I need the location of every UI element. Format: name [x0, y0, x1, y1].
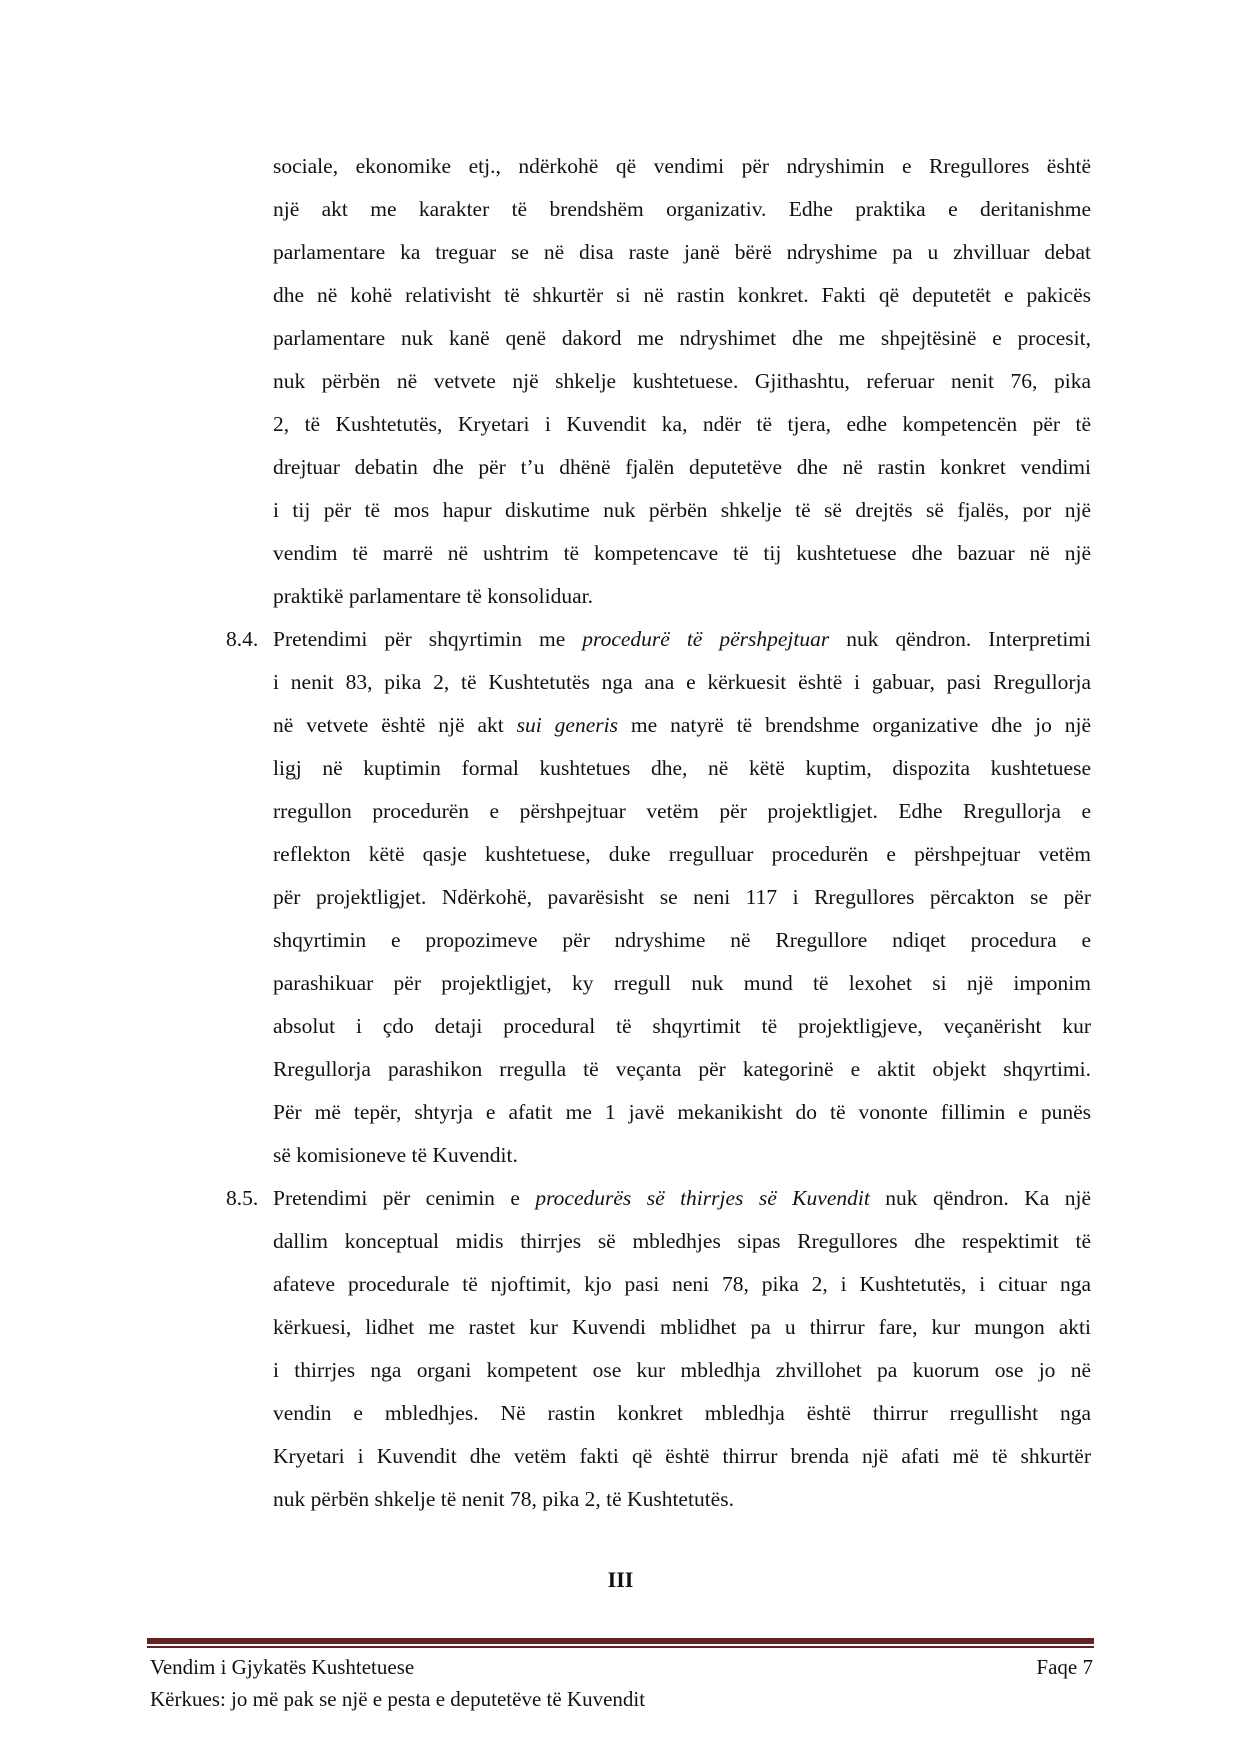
text-line: praktikë parlamentare të konsoliduar.	[273, 584, 593, 608]
text-line: parlamentare nuk kanë qenë dakord me ndryshimet dhe me shpejtësinë e procesit,	[273, 326, 1091, 350]
text-line: së komisioneve të Kuvendit.	[273, 1143, 518, 1167]
text-line: vendim të marrë në ushtrim të kompetencave të tij kushtetuese dhe bazuar në një	[273, 541, 1091, 565]
text-line: 2, të Kushtetutës, Kryetari i Kuvendit ka, ndër të tjera, edhe kompetencën për të	[273, 412, 1091, 436]
paragraph-number: 8.5.	[226, 1186, 259, 1210]
text-line: rregullon procedurën e përshpejtuar vetëm për projektligjet. Edhe Rregullorja e	[273, 799, 1091, 823]
text-line: reflekton këtë qasje kushtetuese, duke rregulluar procedurën e përshpejtuar vetëm	[273, 842, 1091, 866]
text-line: absolut i çdo detaji procedural të shqyrtimit të projektligjeve, veçanërisht kur	[273, 1014, 1091, 1038]
text-span: Pretendimi për cenimin e	[273, 1186, 536, 1210]
italic-term: procedurës së thirrjes së Kuvendit	[535, 1186, 870, 1210]
text-line: dallim konceptual midis thirrjes së mbledhjes sipas Rregullores dhe respektimit të	[273, 1229, 1091, 1253]
text-line: i tij për të mos hapur diskutime nuk përbën shkelje të së drejtës së fjalës, por një	[273, 498, 1091, 522]
text-line: ligj në kuptimin formal kushtetues dhe, në këtë kuptim, dispozita kushtetuese	[273, 756, 1091, 780]
text-line: për projektligjet. Ndërkohë, pavarësisht se neni 117 i Rregullores përcakton se për	[273, 885, 1091, 909]
text-line: sociale, ekonomike etj., ndërkohë që vendimi për ndryshimin e Rregullores është	[273, 154, 1091, 178]
footer-title: Vendim i Gjykatës Kushtetuese	[150, 1655, 415, 1679]
text-line: drejtuar debatin dhe për t’u dhënë fjalën deputetëve dhe në rastin konkret vendimi	[273, 455, 1091, 479]
text-span: nuk qëndron. Interpretimi	[829, 627, 1091, 651]
text-line: afateve procedurale të njoftimit, kjo pasi neni 78, pika 2, i Kushtetutës, i cituar nga	[273, 1272, 1091, 1296]
text-line: Kryetari i Kuvendit dhe vetëm fakti që është thirrur brenda një afati më të shkurtër	[273, 1444, 1091, 1468]
text-line: vendin e mbledhjes. Në rastin konkret mbledhja është thirrur rregullisht nga	[273, 1401, 1091, 1425]
text-line: Për më tepër, shtyrja e afatit me 1 javë mekanikisht do të vononte fillimin e punës	[273, 1100, 1091, 1124]
italic-term: sui generis	[516, 713, 618, 737]
text-line: i nenit 83, pika 2, të Kushtetutës nga ana e kërkuesit është i gabuar, pasi Rregullorja	[273, 670, 1091, 694]
footer-rule-thin	[147, 1646, 1094, 1648]
text-line	[273, 704, 1091, 747]
text-line: parashikuar për projektligjet, ky rregull nuk mund të lexohet si një imponim	[273, 971, 1091, 995]
text-line: parlamentare ka treguar se në disa raste janë bërë ndryshime pa u zhvilluar debat	[273, 240, 1091, 264]
text-span: në vetvete është një akt	[273, 713, 517, 737]
text-span: Pretendimi për shqyrtimin me	[273, 627, 583, 651]
text-line: shqyrtimin e propozimeve për ndryshime në Rregullore ndiqet procedura e	[273, 928, 1091, 952]
text-line	[273, 618, 1091, 661]
text-line: Rregullorja parashikon rregulla të veçanta për kategorinë e aktit objekt shqyrtimi.	[273, 1057, 1091, 1081]
text-line: një akt me karakter të brendshëm organizativ. Edhe praktika e deritanishme	[273, 197, 1091, 221]
text-line: dhe në kohë relativisht të shkurtër si në rastin konkret. Fakti që deputetët e pakicës	[273, 283, 1091, 307]
text-span: me natyrë të brendshme organizative dhe jo një	[617, 713, 1092, 737]
text-span: nuk qëndron. Ka një	[869, 1186, 1091, 1210]
text-line: kërkuesi, lidhet me rastet kur Kuvendi mblidhet pa u thirrur fare, kur mungon akti	[273, 1315, 1091, 1339]
text-line: nuk përbën në vetvete një shkelje kushtetuese. Gjithashtu, referuar nenit 76, pika	[273, 369, 1091, 393]
text-line: nuk përbën shkelje të nenit 78, pika 2, të Kushtetutës.	[273, 1487, 734, 1511]
text-line	[273, 1177, 1091, 1220]
text-line: i thirrjes nga organi kompetent ose kur mbledhja zhvillohet pa kuorum ose jo në	[273, 1358, 1091, 1382]
section-heading: III	[607, 1567, 634, 1592]
footer-rule-thick	[147, 1638, 1094, 1644]
page-number: Faqe 7	[1036, 1655, 1093, 1679]
footer-subtitle: Kërkues: jo më pak se një e pesta e deputetëve të Kuvendit	[150, 1687, 646, 1711]
italic-term: procedurë të përshpejtuar	[582, 627, 830, 651]
paragraph-number: 8.4.	[226, 627, 259, 651]
